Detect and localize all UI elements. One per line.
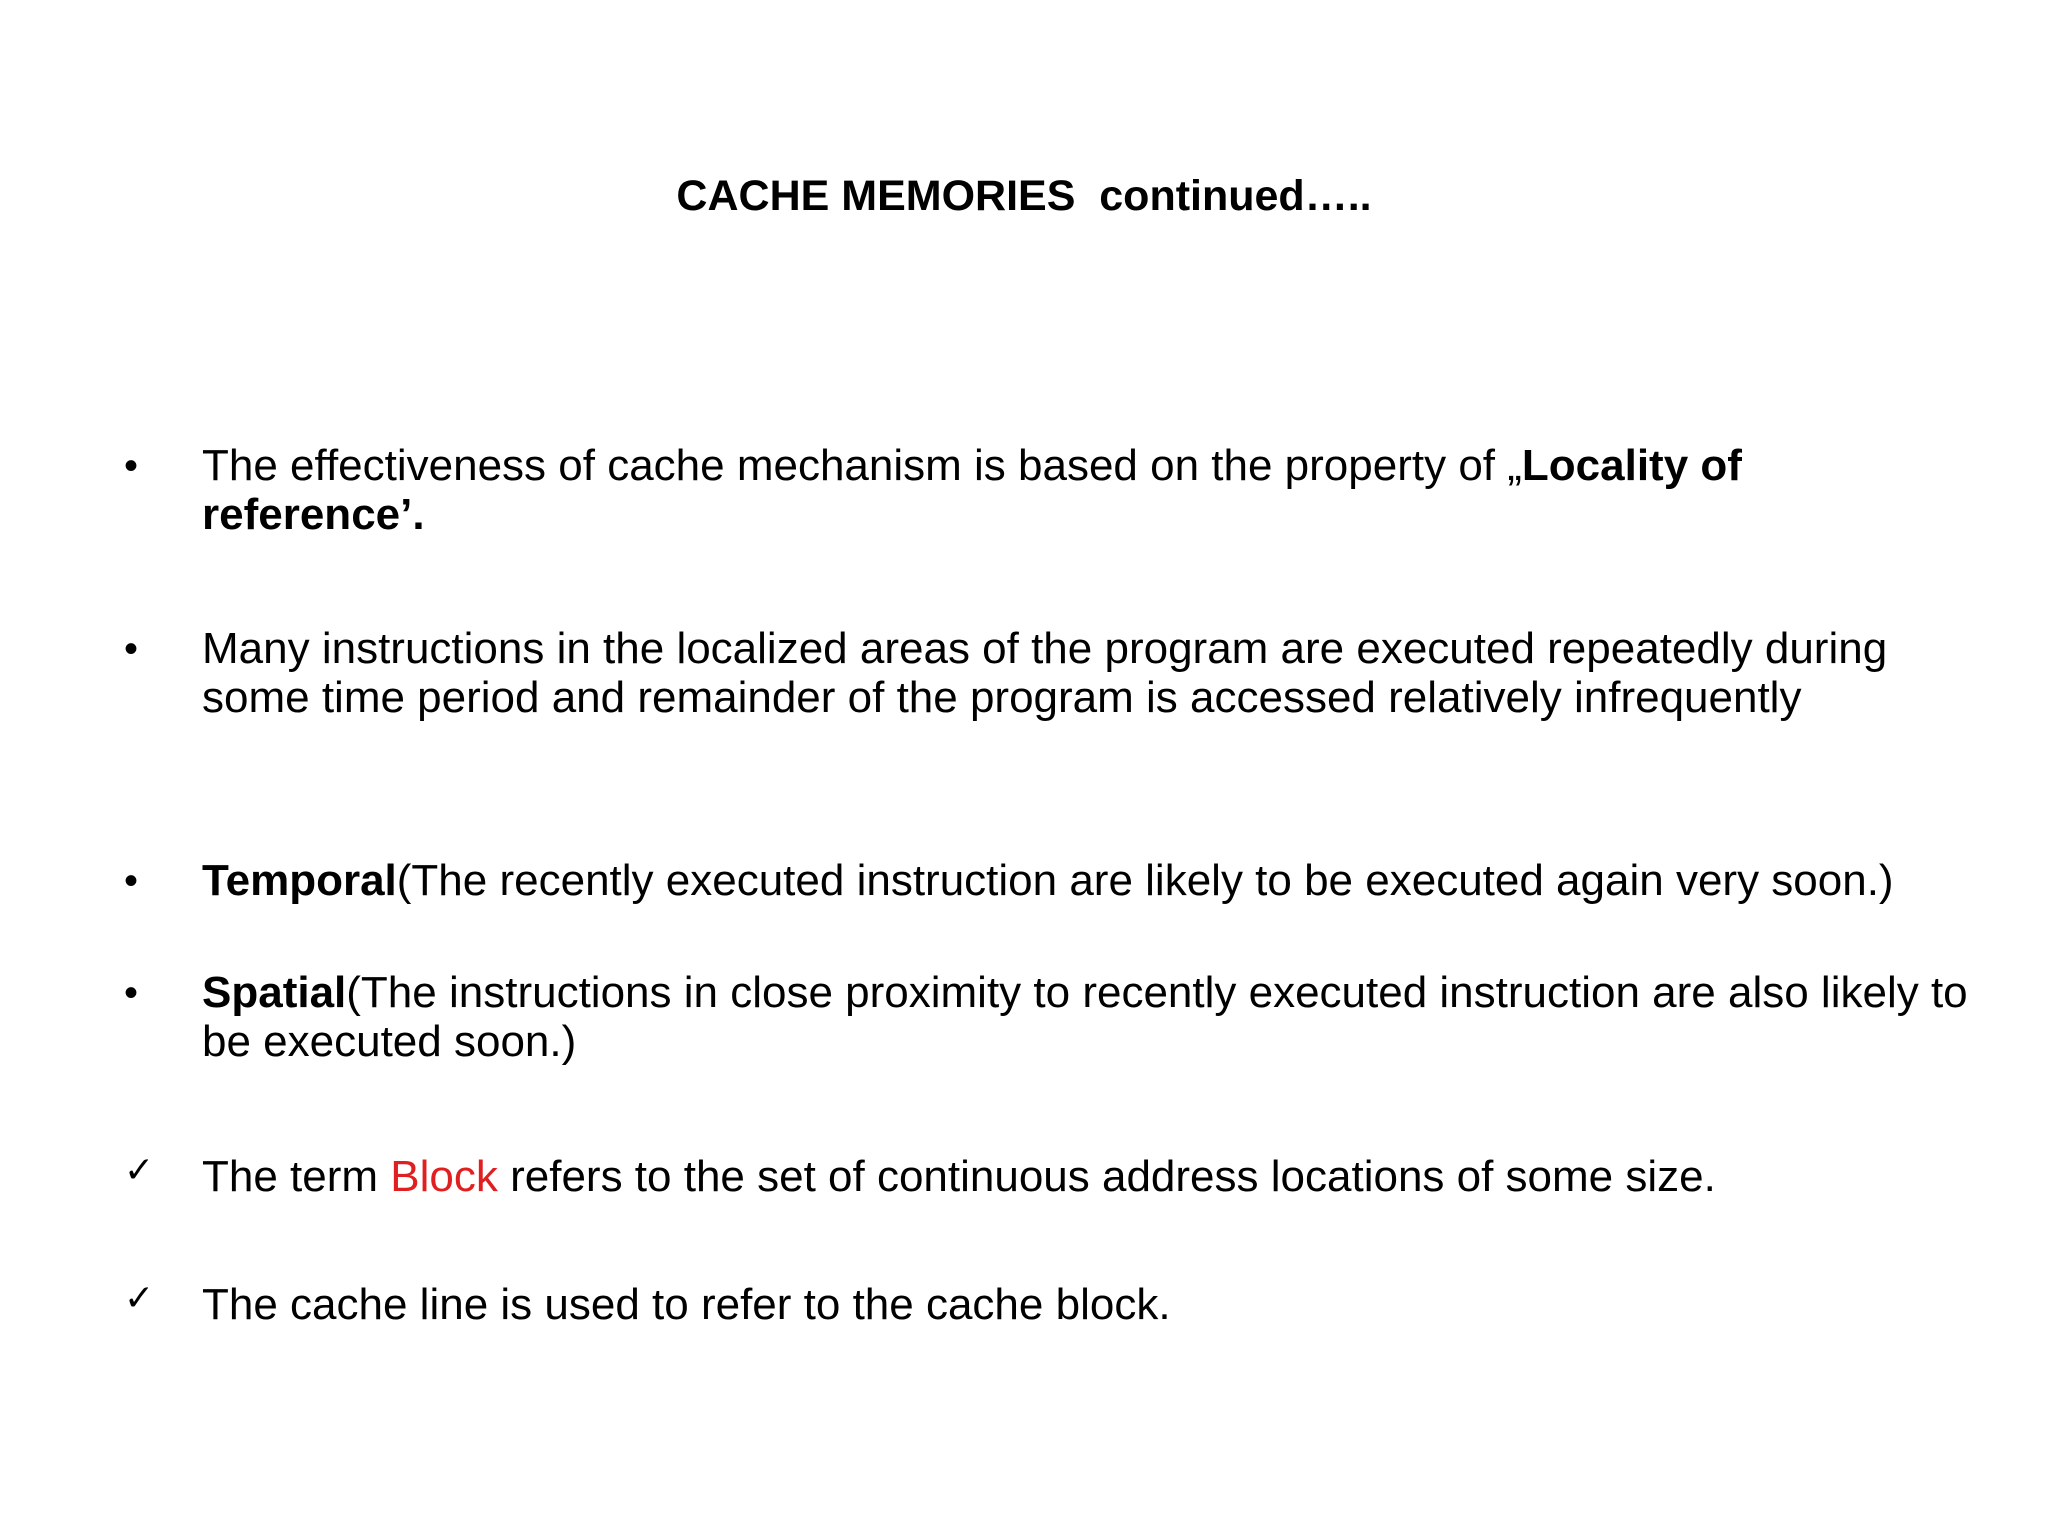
- list-item-text: [202, 441, 1882, 539]
- bullet-icon: •: [124, 444, 139, 488]
- checkmark-icon: ✓: [124, 1278, 155, 1319]
- item-bold-text: Spatial: [202, 968, 347, 1017]
- slide-title: CACHE MEMORIES continued…..: [676, 172, 1372, 220]
- item-text: (The instructions in close proximity to recently executed instruction are also likely to be executed soon.): [202, 968, 1968, 1066]
- list-item-text: [202, 624, 1902, 722]
- item-bold-text: Locality of reference’.: [202, 441, 1742, 539]
- list-item-text: [202, 968, 1972, 1066]
- item-text: The effectiveness of cache mechanism is based on the property of „: [202, 441, 1522, 490]
- item-text: The cache line is used to refer to the cache block.: [202, 1280, 1171, 1329]
- bullet-icon: •: [124, 627, 139, 671]
- item-text: Many instructions in the localized areas of the program are executed repeatedly during some time period and remainder of the program is accessed relatively infrequently: [202, 624, 1888, 722]
- item-text: The term: [202, 1152, 391, 1201]
- list-item-text: [202, 1152, 2002, 1201]
- item-bold-text: Temporal: [202, 856, 397, 905]
- item-text: (The recently executed instruction are likely to be executed again very soon.): [396, 856, 1894, 905]
- bullet-icon: •: [124, 859, 139, 903]
- checkmark-icon: ✓: [124, 1150, 155, 1191]
- highlighted-term: Block: [390, 1152, 498, 1201]
- list-item-text: [202, 856, 1902, 905]
- list-item-text: [202, 1280, 2002, 1329]
- item-text: refers to the set of continuous address locations of some size.: [497, 1152, 1716, 1201]
- bullet-icon: •: [124, 971, 139, 1015]
